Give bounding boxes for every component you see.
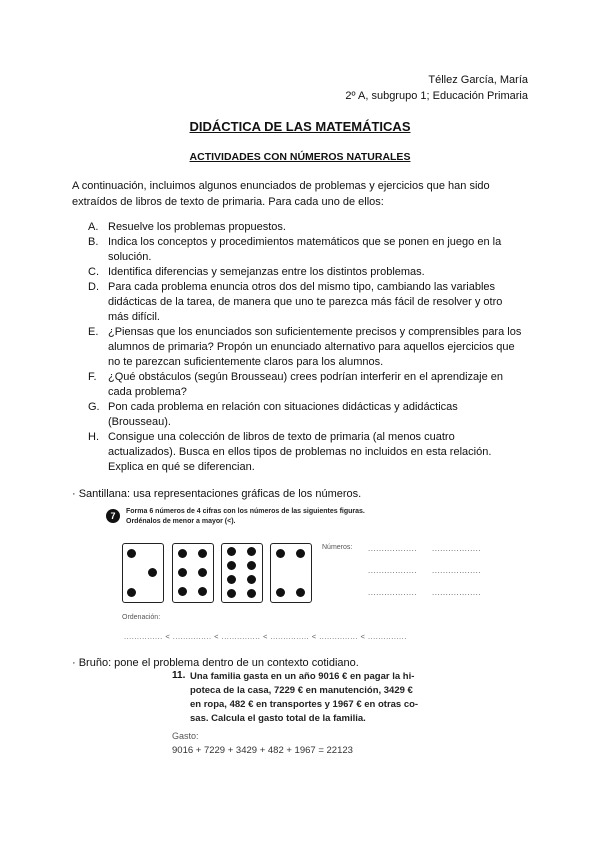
- task-line: actualizados). Busca en ellos tipos de problemas no incluidos en esta relación.: [108, 446, 492, 458]
- task-line: alumnos de primaria? Propón un enunciado alternativo para aquellos ejercicios que: [108, 341, 515, 353]
- instruction-line: Ordénalos de menor a mayor (<).: [126, 518, 236, 525]
- task-line: solución.: [108, 251, 152, 263]
- numbers-label: Números:: [322, 544, 353, 551]
- expense-calculation: 9016 + 7229 + 3429 + 482 + 1967 = 22123: [172, 745, 353, 756]
- task-marker: D.: [88, 281, 99, 293]
- dot: [247, 589, 256, 598]
- bruno-caption: · Bruño: pone el problema dentro de un contexto cotidiano.: [72, 657, 359, 669]
- task-line: más difícil.: [108, 311, 160, 323]
- dot: [227, 575, 236, 584]
- page-subtitle: ACTIVIDADES CON NÚMEROS NATURALES: [189, 151, 411, 163]
- dot: [227, 589, 236, 598]
- dot: [127, 588, 136, 597]
- task-line: didácticas de la tarea, de manera que uno te parezca más fácil de resolver y otro: [108, 296, 503, 308]
- task-item: [72, 265, 532, 280]
- dot: [276, 549, 285, 558]
- dot: [178, 549, 187, 558]
- dot: [276, 588, 285, 597]
- task-item: [72, 400, 532, 430]
- task-marker: C.: [88, 266, 99, 278]
- problem-line: Una familia gasta en un año 9016 € en pagar la hi-: [190, 671, 415, 682]
- dot-card-4: [270, 543, 312, 603]
- santillana-caption: · Santillana: usa representaciones gráficas de los números.: [72, 488, 362, 500]
- task-line: Consigue una colección de libros de texto de primaria (al menos cuatro: [108, 431, 455, 443]
- number-blank: ..................: [368, 544, 418, 553]
- author-group: 2º A, subgrupo 1; Educación Primaria: [345, 90, 528, 102]
- task-line: Pon cada problema en relación con situaciones didácticas y adidácticas: [108, 401, 458, 413]
- task-marker: E.: [88, 326, 99, 338]
- dot: [148, 568, 157, 577]
- dot: [227, 561, 236, 570]
- problem-statement: [190, 670, 420, 726]
- task-item: [72, 220, 532, 235]
- task-line: Para cada problema enuncia otros dos del mismo tipo, cambiando las variables: [108, 281, 496, 293]
- task-item: [72, 370, 532, 400]
- task-line: Indica los conceptos y procedimientos matemáticos que se ponen en juego en la: [108, 236, 502, 248]
- task-marker: A.: [88, 221, 99, 233]
- dot: [198, 568, 207, 577]
- task-list: [72, 220, 532, 475]
- dot: [247, 575, 256, 584]
- instruction-line: Forma 6 números de 4 cifras con los números de las siguientes figuras.: [126, 508, 365, 515]
- task-item: [72, 280, 532, 325]
- ordering-label: Ordenación:: [122, 614, 161, 621]
- task-line: cada problema?: [108, 386, 187, 398]
- exercise-instruction: [126, 507, 365, 527]
- problem-line: sas. Calcula el gasto total de la familia.: [190, 713, 366, 724]
- problem-line: poteca de la casa, 7229 € en manutención, 3429 €: [190, 685, 413, 696]
- dot: [247, 547, 256, 556]
- page-title: DIDÁCTICA DE LAS MATEMÁTICAS: [189, 119, 411, 134]
- expense-label: Gasto:: [172, 731, 199, 741]
- task-line: Explica en qué se diferencian.: [108, 461, 255, 473]
- number-blank: ..................: [432, 544, 482, 553]
- number-blank: ..................: [368, 566, 418, 575]
- dot: [178, 568, 187, 577]
- task-item: [72, 325, 532, 370]
- ordering-line: ............... < ............... < ............... < ............... < ............... < ...............: [124, 632, 407, 641]
- task-line: ¿Qué obstáculos (según Brousseau) crees podrían interferir en el aprendizaje en: [108, 371, 504, 383]
- number-blank: ..................: [432, 588, 482, 597]
- task-marker: G.: [88, 401, 100, 413]
- intro-paragraph: [72, 178, 528, 210]
- dot: [127, 549, 136, 558]
- intro-line: A continuación, incluimos algunos enunciados de problemas y ejercicios que han sido: [72, 180, 490, 192]
- dot: [247, 561, 256, 570]
- task-marker: F.: [88, 371, 97, 383]
- task-line: Resuelve los problemas propuestos.: [108, 221, 286, 233]
- exercise-number-badge: 7: [106, 509, 120, 523]
- author-name: Téllez García, María: [428, 74, 528, 86]
- task-marker: H.: [88, 431, 99, 443]
- task-item: [72, 430, 532, 475]
- problem-number: 11.: [172, 670, 186, 681]
- number-blank: ..................: [432, 566, 482, 575]
- number-blank: ..................: [368, 588, 418, 597]
- santillana-figure: [100, 506, 500, 652]
- dot: [296, 588, 305, 597]
- problem-line: en ropa, 482 € en transportes y 1967 € en otras co-: [190, 699, 419, 710]
- dot: [227, 547, 236, 556]
- dot: [296, 549, 305, 558]
- task-line: no te parezcan suficientemente claros para los alumnos.: [108, 356, 384, 368]
- dot: [198, 587, 207, 596]
- dot-card-3: [122, 543, 164, 603]
- dot: [178, 587, 187, 596]
- dot-card-8: [221, 543, 263, 603]
- task-line: ¿Piensas que los enunciados son suficientemente precisos y comprensibles para los: [108, 326, 522, 338]
- task-line: Identifica diferencias y semejanzas entre los distintos problemas.: [108, 266, 425, 278]
- task-marker: B.: [88, 236, 99, 248]
- dot-card-6: [172, 543, 214, 603]
- task-line: (Brousseau).: [108, 416, 171, 428]
- task-item: [72, 235, 532, 265]
- dot: [198, 549, 207, 558]
- intro-line: extraídos de libros de texto de primaria. Para cada uno de ellos:: [72, 196, 384, 208]
